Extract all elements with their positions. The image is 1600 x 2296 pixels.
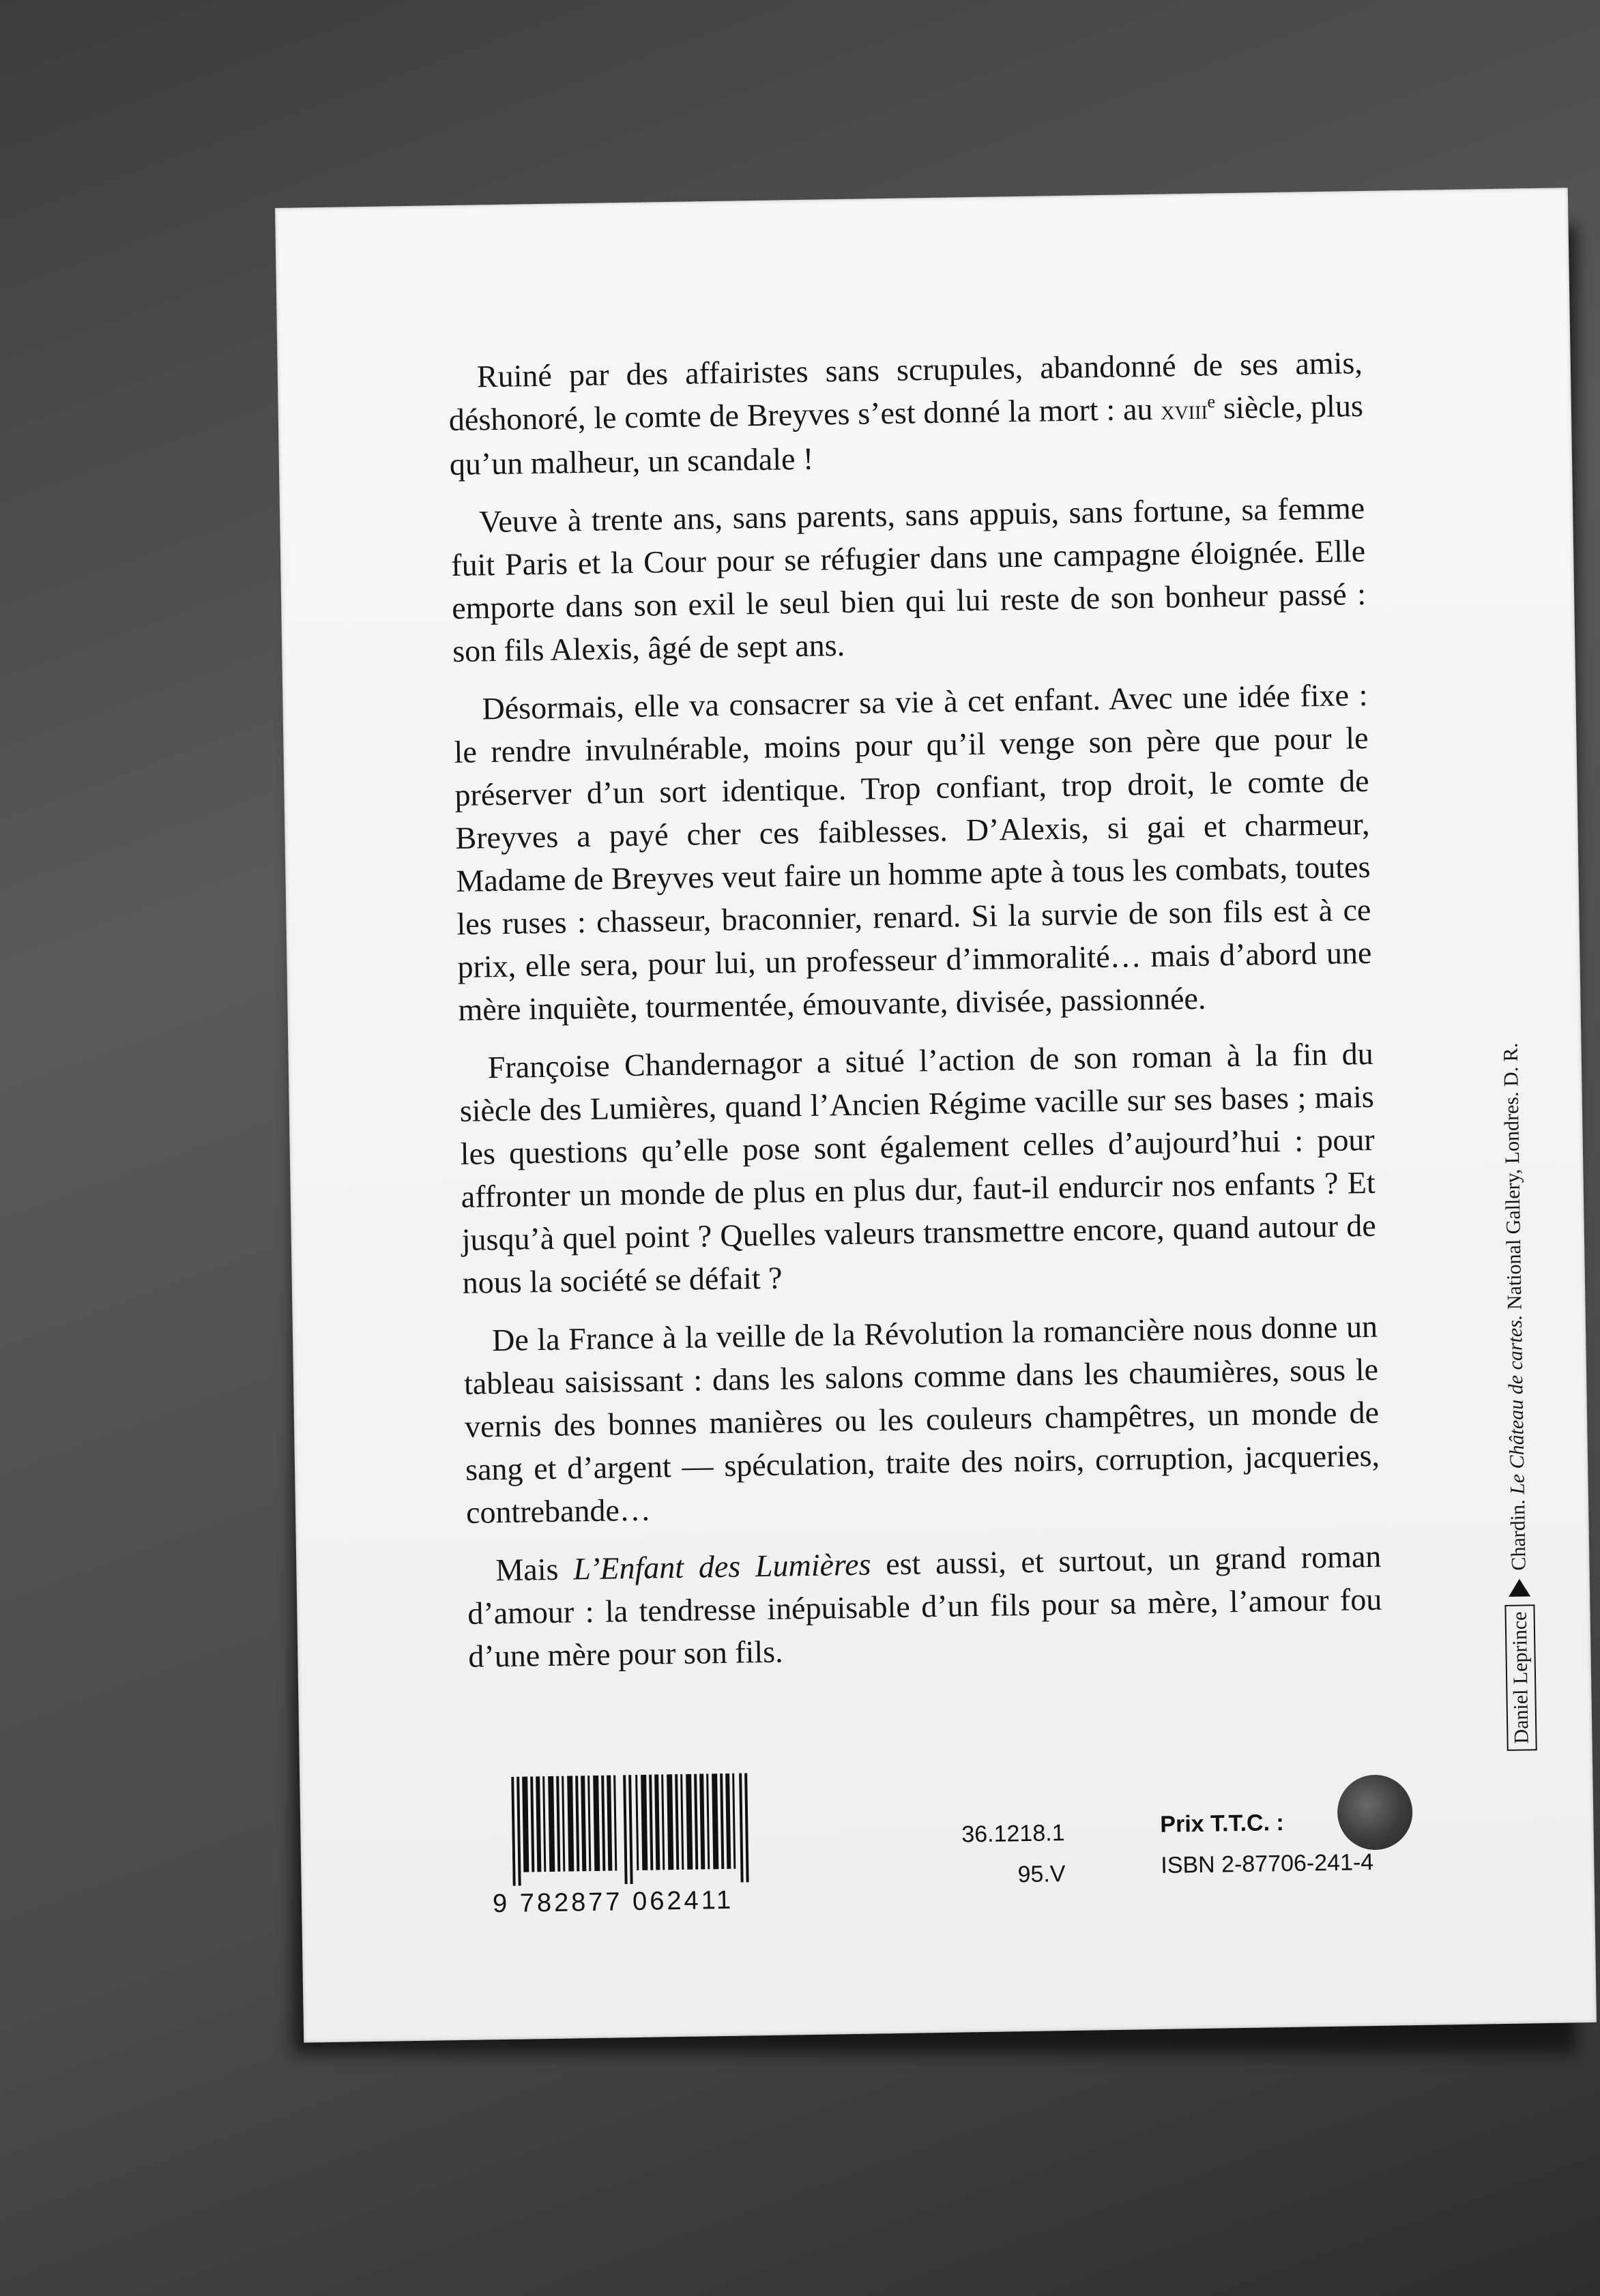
price-label: Prix T.T.C. : <box>1160 1810 1285 1838</box>
internal-code-1: 36.1218.1 <box>961 1820 1065 1848</box>
illustration-credit: Chardin. Le Château de cartes. National Gallery, Londres. D. R. <box>1499 1042 1530 1571</box>
blurb-paragraph-5: De la France à la veille de la Révolution la romancière nous donne un tableau saisissant : dans les salons comme dans les chaumières, sous le vernis des bonnes manières ou les couleurs champêtres, un monde de sang et d’argent — spéculation, traite des noirs, corruption, jacqueries, contrebande… <box>463 1308 1380 1530</box>
arrow-right-icon <box>1509 1578 1530 1596</box>
blurb-paragraph-2: Veuve à trente ans, sans parents, sans appuis, sans fortune, sa femme fuit Paris et la Cour pour se réfugier dans une campagne éloignée. Elle emporte dans son exil le seul bien qui lui reste de son bonheur passé : son fils Alexis, âgé de sept ans. <box>450 490 1367 668</box>
blurb-paragraph-6: Mais L’Enfant des Lumières est aussi, et surtout, un grand roman d’amour : la tendresse inépuisable d’un fils pour sa mère, l’amour fou d’une mère pour son fils. <box>467 1538 1382 1674</box>
book-back-cover <box>275 188 1597 2042</box>
cover-credits <box>1496 1043 1537 1751</box>
blurb-text <box>448 341 1383 1693</box>
blurb-paragraph-3: Désormais, elle va consacrer sa vie à cet enfant. Avec une idée fixe : le rendre invulnérable, moins pour qu’il venge son père que pour le préserver d’un sort identique. Trop confiant, trop droit, le comte de Breyves a payé cher ces faiblesses. D’Alexis, si gai et charmeur, Madame de Breyves veut faire un homme apte à tous les combats, toutes les ruses : chasseur, braconnier, renard. Si la survie de son fils est à ce prix, elle sera, pour lui, un professeur d’immoralité… mais d’abord une mère inquiète, tourmentée, émouvante, divisée, passionnée. <box>454 677 1372 1027</box>
barcode-digits: 9 782877 062411 <box>492 1885 734 1919</box>
blurb-paragraph-4: Françoise Chandernagor a situé l’action de son roman à la fin du siècle des Lumières, quand l’Ancien Régime vacille sur ses bases ; mais les questions qu’elle pose sont également celles d’aujourd’hui : pour affronter un monde de plus en plus dur, faut-il endurcir nos enfants ? Et jusqu’à quel point ? Quelles valeurs transmettre encore, quand autour de nous la société se défait ? <box>459 1035 1377 1300</box>
isbn-number: ISBN 2-87706-241-4 <box>1161 1849 1374 1879</box>
publisher-name: Daniel Leprince <box>1504 1604 1537 1751</box>
barcode <box>511 1773 751 1885</box>
internal-code-2: 95.V <box>1017 1861 1066 1888</box>
blurb-paragraph-1: Ruiné par des affairistes sans scrupules, abandonné de ses amis, déshonoré, le comte de Breyves s’est donné la mort : au xviii$^e$ siècle, plus qu’un malheur, un scandale ! <box>448 344 1364 482</box>
century-numeral: xviii <box>1160 394 1208 426</box>
book-title: L’Enfant des Lumières <box>572 1546 871 1587</box>
internal-codes <box>948 1812 1066 1896</box>
